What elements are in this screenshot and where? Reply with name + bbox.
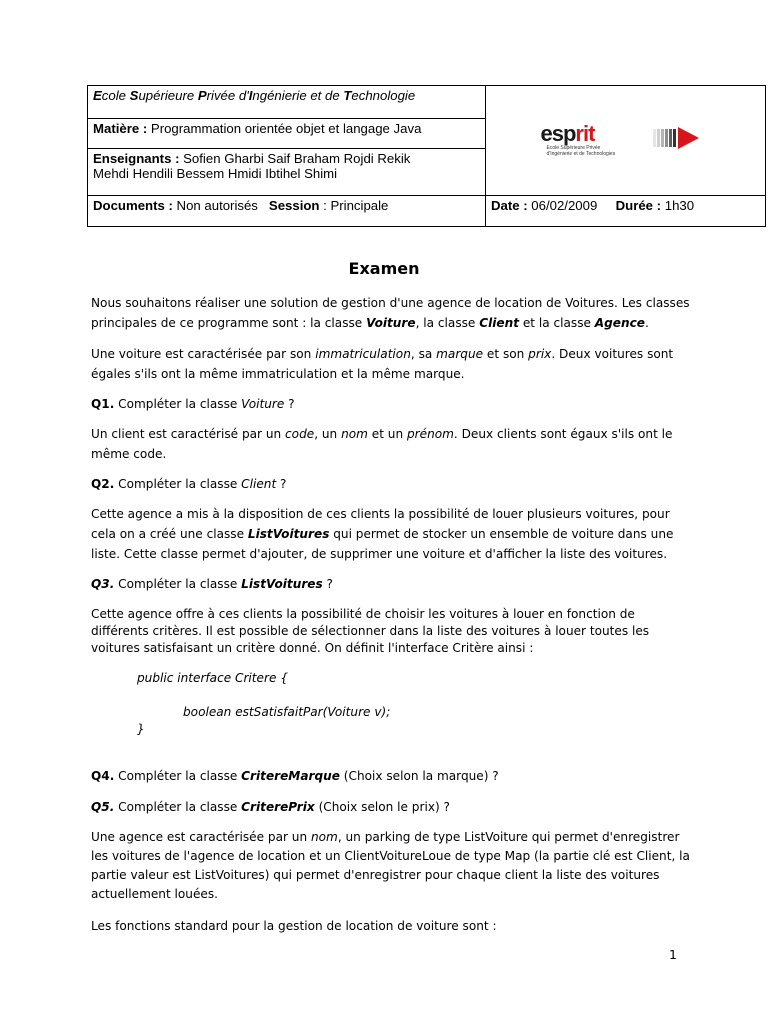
esprit-logo: esprit Ecole Supérieure Privée d'Ingénierie et de Technologies (541, 121, 711, 161)
agence-description: Une agence est caractérisée par un nom, un parking de type ListVoiture qui permet d'enregistrer les voitures de l'agence de location et un ClientVoitureLoue de type Map (la partie clé est Client, la partie valeur est ListVoitures) qui permet d'enregistrer pour chaque client la liste des voitures actuellement louées. (91, 830, 690, 901)
code-line-1: public interface Critere { (137, 671, 288, 685)
client-description: Un client est caractérisé par un code, un nom et un prénom. Deux clients sont égaux s'ils ont le même code. (91, 427, 673, 461)
question-2: Q2. Compléter la classe Client ? (91, 477, 287, 491)
documents-session-cell: Documents : Non autorisés Session : Principale (88, 196, 486, 227)
exam-header-table (87, 85, 766, 227)
date-duree-cell: Date : 06/02/2009 Durée : 1h30 (486, 196, 766, 227)
listvoitures-description: Cette agence a mis à la disposition de ces clients la possibilité de louer plusieurs voitures, pour cela on a créé une classe ListVoitures qui permet de stocker un ensemble de voiture dans une liste. Cette classe permet d'ajouter, de supprimer une voiture et d'afficher la liste des voitures. (91, 507, 674, 561)
matiere-cell: Matière : Programmation orientée objet et langage Java (88, 119, 486, 149)
question-3: Q3. Compléter la classe ListVoitures ? (91, 577, 333, 591)
school-name-cell: Ecole Supérieure Privée d'Ingénierie et de Technologie (88, 86, 486, 119)
enseignants-cell: Enseignants : Sofien Gharbi Saif Braham Rojdi Rekik Mehdi Hendili Bessem Hmidi Ibtihel Shimi (88, 149, 486, 196)
voiture-description: Une voiture est caractérisée par son immatriculation, sa marque et son prix. Deux voitures sont égales s'ils ont la même immatriculation et la même marque. (91, 347, 674, 381)
question-1: Q1. Compléter la classe Voiture ? (91, 397, 295, 411)
logo-cell (486, 86, 766, 196)
exam-title: Examen (348, 259, 420, 278)
question-4: Q4. Compléter la classe CritereMarque (Choix selon la marque) ? (91, 769, 499, 783)
intro-paragraph: Nous souhaitons réaliser une solution de gestion d'une agence de location de Voitures. Les classes principales de ce programme sont : la classe Voiture, la classe Client et la classe Agence. (91, 296, 690, 330)
functions-intro: Les fonctions standard pour la gestion de location de voiture sont : (91, 919, 497, 933)
page-number: 1 (669, 947, 677, 962)
critere-description: Cette agence offre à ces clients la possibilité de choisir les voitures à louer en fonction de différents critères. Il est possible de sélectionner dans la liste des voitures à louer toutes les voitures satisfaisant un critère donné. On définit l'interface Critère ainsi : (91, 607, 650, 655)
question-5: Q5. Compléter la classe CriterePrix (Choix selon le prix) ? (91, 800, 450, 814)
code-line-3: } (137, 722, 145, 736)
logo-arrows-icon (653, 125, 701, 151)
code-line-2: boolean estSatisfaitPar(Voiture v); (183, 705, 391, 719)
